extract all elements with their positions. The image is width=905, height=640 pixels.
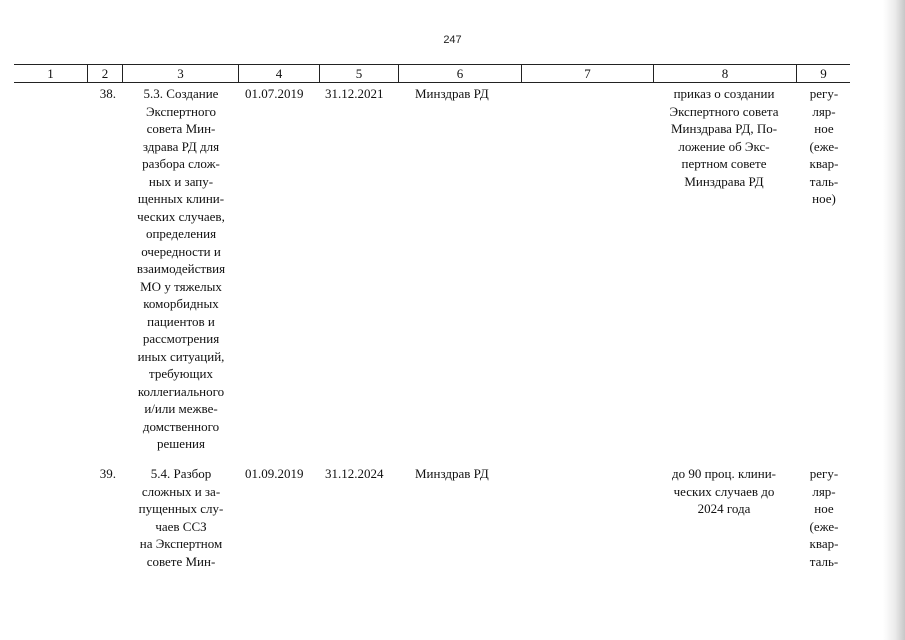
column-header-4: 4 <box>275 66 283 81</box>
measure-name: 5.3. Создание Экспертного совета Мин- здрава РД для разбора слож- ных и запу- щенных клини- ческих случаев, определения очередности и взаимодействия МО у тяжелых коморбидных пациентов и рассмотрения иных ситуаций, требующих коллегиального и/или межве- домственного решения <box>136 86 226 451</box>
responsible: Минздрав РД <box>415 466 489 481</box>
event-type: регу- ляр- ное (еже- квар- таль- ное) <box>809 86 839 206</box>
column-header-6: 6 <box>456 66 464 81</box>
scan-edge-shadow <box>883 0 905 640</box>
row-number: 38. <box>99 86 116 101</box>
result: до 90 проц. клини- ческих случаев до 2024 года <box>671 466 777 516</box>
column-header-1: 1 <box>47 66 54 81</box>
page-number: 247 <box>443 34 462 46</box>
column-header-5: 5 <box>355 66 363 81</box>
column-header-3: 3 <box>177 66 184 81</box>
end-date: 31.12.2024 <box>325 466 384 481</box>
start-date: 01.07.2019 <box>245 86 304 101</box>
row-number: 39. <box>99 466 116 481</box>
header-bottom-border <box>14 82 850 83</box>
column-header-8: 8 <box>721 66 729 81</box>
responsible: Минздрав РД <box>415 86 489 101</box>
measure-name: 5.4. Разбор сложных и за- пущенных слу- чаев ССЗ на Экспертном совете Мин- <box>138 466 224 569</box>
result: приказ о создании Экспертного совета Минздрава РД, По- ложение об Экс- пертном совете Минздрава РД <box>669 86 779 189</box>
event-type: регу- ляр- ное (еже- квар- таль- <box>809 466 839 569</box>
column-header-7: 7 <box>584 66 591 81</box>
start-date: 01.09.2019 <box>245 466 304 481</box>
end-date: 31.12.2021 <box>325 86 384 101</box>
column-header-2: 2 <box>101 66 109 81</box>
column-header-9: 9 <box>820 66 827 81</box>
